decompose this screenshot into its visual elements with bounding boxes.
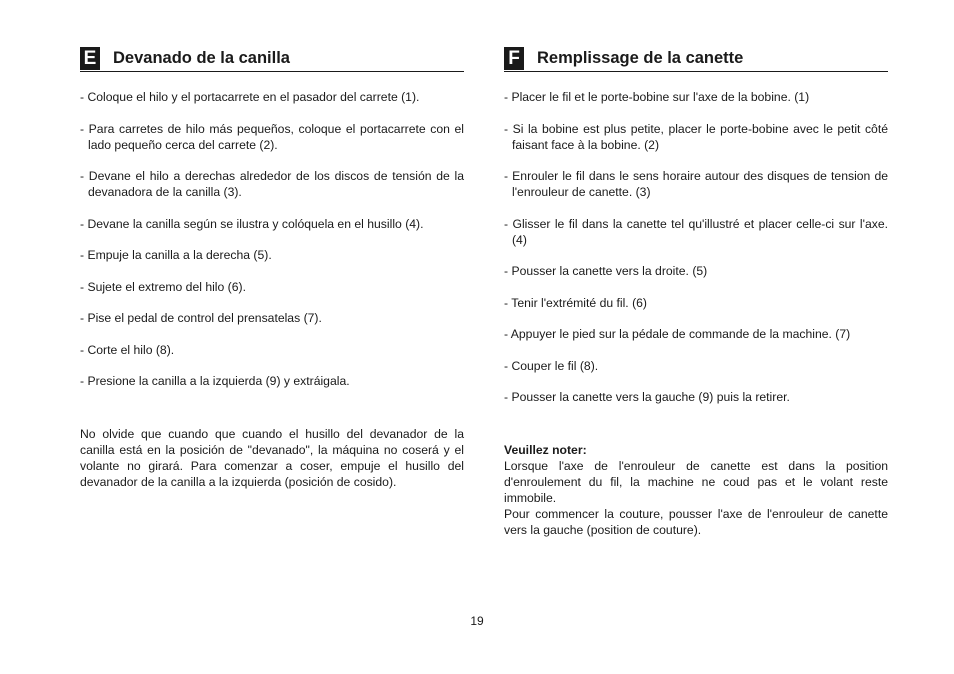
instruction-list-fr <box>504 89 888 405</box>
instruction-item: - Para carretes de hilo más pequeños, coloque el portacarrete con el lado pequeño cerca del carrete (2). <box>80 121 464 152</box>
instruction-item: - Glisser le fil dans la canette tel qu'illustré et placer celle-ci sur l'axe. (4) <box>504 216 888 247</box>
instruction-item: - Presione la canilla a la izquierda (9) y extráigala. <box>80 374 350 388</box>
french-section <box>504 46 888 538</box>
instruction-item: - Placer le fil et le porte-bobine sur l'axe de la bobine. (1) <box>504 90 810 104</box>
section-title-es: Devanado de la canilla <box>113 49 290 67</box>
note-heading-fr: Veuillez noter: <box>504 443 587 457</box>
instruction-item: - Devane el hilo a derechas alrededor de los discos de tensión de la devanadora de la canilla (3). <box>80 169 464 199</box>
instruction-item: - Appuyer le pied sur la pédale de commande de la machine. (7) <box>504 327 851 341</box>
note-paragraph-fr: Lorsque l'axe de l'enrouleur de canette est dans la position d'enroulement du fil, la machine ne coud pas et le volant reste immobile. <box>504 459 888 505</box>
instruction-item: - Tenir l'extrémité du fil. (6) <box>504 295 647 310</box>
instruction-item: - Pise el pedal de control del prensatelas (7). <box>80 311 322 325</box>
language-badge-e: E <box>80 47 100 70</box>
instruction-list-es <box>80 89 464 389</box>
instruction-item: - Enrouler le fil dans le sens horaire autour des disques de tension de l'enrouleur de canette. (3) <box>504 169 888 199</box>
instruction-item: - Sujete el extremo del hilo (6). <box>80 279 246 294</box>
note-paragraph-fr: Pour commencer la couture, pousser l'axe de l'enrouleur de canette vers la gauche (position de couture). <box>504 507 888 537</box>
instruction-item: - Empuje la canilla a la derecha (5). <box>80 248 272 262</box>
instruction-item: - Pousser la canette vers la gauche (9) puis la retirer. <box>504 390 790 404</box>
language-badge-f: F <box>504 47 524 70</box>
note-paragraph-es: No olvide que cuando que cuando el husillo del devanador de la canilla está en la posición de "devanado", la máquina no coserá y el volante no girará. Para comenzar a coser, empuje el husillo del devanador de la canilla a la izquierda (posición de cosido). <box>80 427 464 489</box>
spanish-section <box>80 46 464 490</box>
instruction-item: - Devane la canilla según se ilustra y colóquela en el husillo (4). <box>80 216 424 231</box>
section-header-fr <box>504 46 888 72</box>
section-title-fr: Remplissage de la canette <box>537 49 744 67</box>
instruction-item: - Si la bobine est plus petite, placer le porte-bobine avec le petit côté faisant face à la bobine. (2) <box>504 121 888 152</box>
section-header-es <box>80 46 464 72</box>
instruction-item: - Pousser la canette vers la droite. (5) <box>504 264 708 278</box>
instruction-item: - Coloque el hilo y el portacarrete en el pasador del carrete (1). <box>80 90 420 104</box>
instruction-item: - Corte el hilo (8). <box>80 342 175 357</box>
instruction-item: - Couper le fil (8). <box>504 358 599 373</box>
page-number: 19 <box>470 614 484 628</box>
